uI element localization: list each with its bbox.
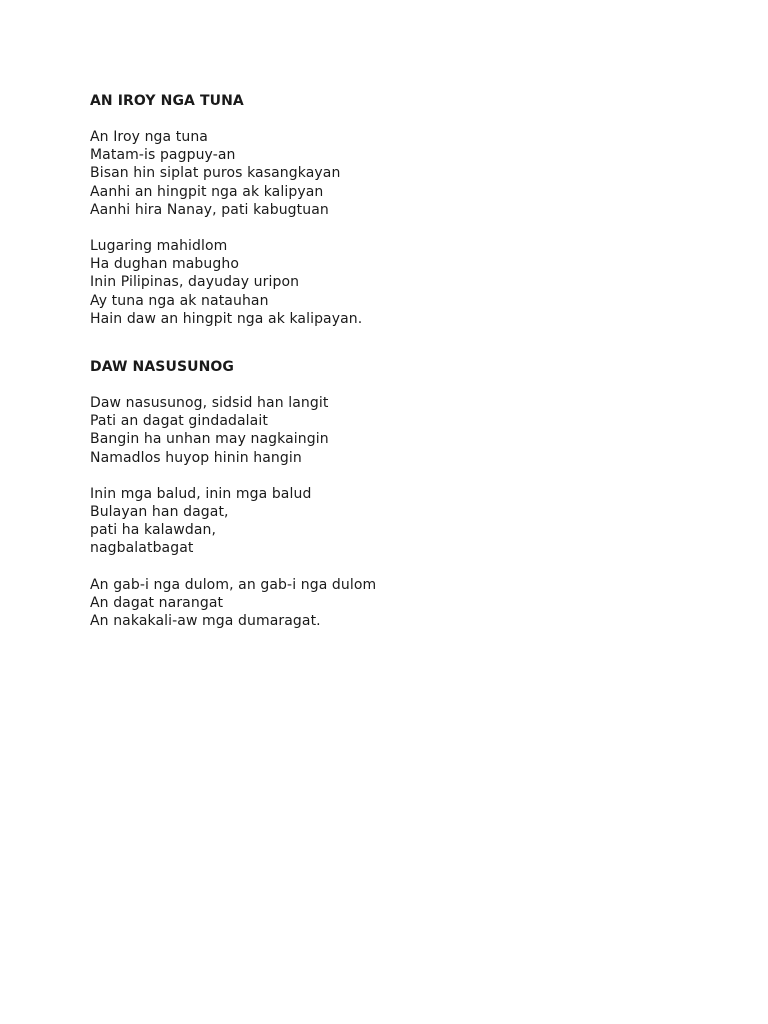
- poem-title: DAW NASUSUNOG: [90, 359, 235, 376]
- poem-an-iroy-nga-tuna: [90, 92, 690, 328]
- poem-line: Pati an dagat gindadalait: [90, 413, 268, 430]
- poem-line: Daw nasusunog, sidsid han langit: [90, 395, 329, 412]
- poem-line: Namadlos huyop hinin hangin: [90, 449, 302, 466]
- poem-line: pati ha kalawdan,: [90, 522, 217, 539]
- poem-line: Matam-is pagpuy-an: [90, 147, 236, 164]
- poem-line: Aanhi hira Nanay, pati kabugtuan: [90, 201, 329, 218]
- stanza: [90, 485, 690, 558]
- poem-daw-nasusunog: [90, 358, 690, 630]
- poem-line: Lugaring mahidlom: [90, 238, 228, 255]
- poem-line: nagbalatbagat: [90, 540, 194, 557]
- poem-line: An gab-i nga dulom, an gab-i nga dulom: [90, 576, 377, 593]
- stanza: [90, 237, 690, 328]
- poem-line: An dagat narangat: [90, 594, 224, 611]
- document-page: [90, 92, 690, 630]
- poem-line: Inin Pilipinas, dayuday uripon: [90, 274, 300, 291]
- poem-line: Ay tuna nga ak natauhan: [90, 292, 269, 309]
- poem-line: Bulayan han dagat,: [90, 504, 229, 521]
- poem-line: Bisan hin siplat puros kasangkayan: [90, 165, 341, 182]
- poem-line: Ha dughan mabugho: [90, 256, 239, 273]
- poem-title: AN IROY NGA TUNA: [90, 93, 244, 109]
- poem-line: An nakakali-aw mga dumaragat.: [90, 613, 321, 630]
- stanza: [90, 394, 690, 467]
- poem-line: An Iroy nga tuna: [90, 129, 208, 145]
- stanza: [90, 576, 690, 631]
- stanza: [90, 128, 690, 219]
- poem-line: Hain daw an hingpit nga ak kalipayan.: [90, 310, 363, 327]
- poem-line: Inin mga balud, inin mga balud: [90, 485, 312, 502]
- poem-line: Bangin ha unhan may nagkaingin: [90, 431, 329, 448]
- poem-line: Aanhi an hingpit nga ak kalipyan: [90, 183, 324, 200]
